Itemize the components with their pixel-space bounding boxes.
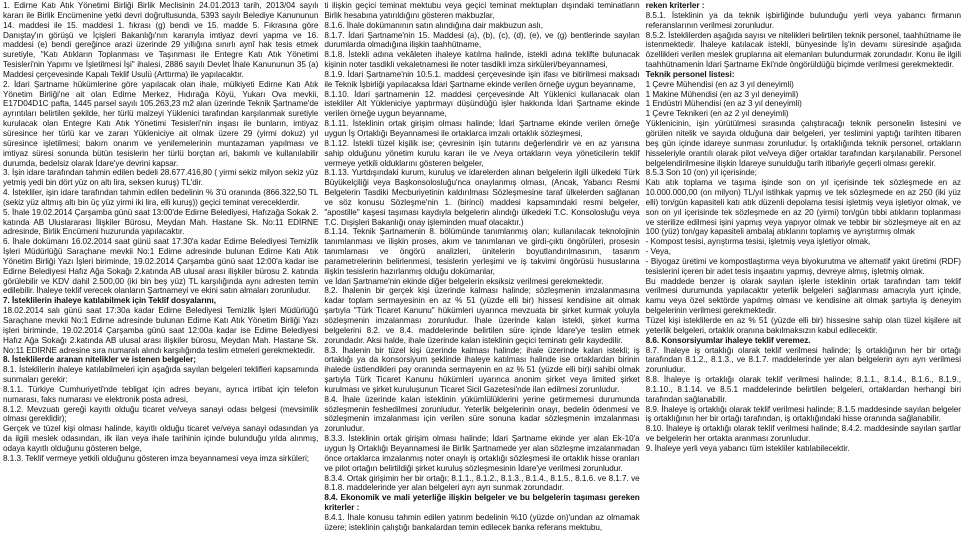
- paragraph: Gerçek ve tüzel kişi olması halinde, kayıtlı olduğu ticaret ve/veya sanayi odasından ya da ilgili meslek odasından, ilk ilan veya ihale tarihinin içinde bulunduğu yılda alınmış, odaya kayıtlı olduğunu gösteren belge,: [3, 424, 319, 453]
- paragraph: 8.1.9. İdari Şartname'nin 10.5.1. maddesi çerçevesinde işin ifası ve bitirilmesi maksadı ile Teknik İşbirliği yapılacaksa İdari Şartname ekinde verilen örneğe uygun beyanname,: [324, 69, 640, 89]
- paragraph: 4. İstekliler, işin idare tarafından tahmin edilen bedelinin % 3'ü oranında (866.322,50 TL (sekiz yüz altmış altı bin üç yüz yirmi iki lira, elli kuruş)) geçici teminat vereceklerdir.: [3, 188, 319, 207]
- paragraph: 8.4.1. İhale konusu tahmin edilen yatırım bedelinin %10 (yüzde on)'undan az olmamak üzere; isteklinin çalıştığı bankalardan temin edilecek banka referans mektubu,: [324, 512, 640, 532]
- section-heading: 7. İsteklilerin ihaleye katılabilmek için Teklif dosyalarını,: [3, 296, 216, 306]
- paragraph: 8.4. İhale üzerinde kalan isteklinin yükümlülüklerini yerine getirmemesi durumunda sözleşmenin feshedilmesi zorunludur. Yeterlik belgelerinin onayı, bedelin ödenmesi ve sözleşmenin imzalanması için verilen süre sonuna kadar sözleşmenin imzalanması zorunludur.: [324, 394, 640, 434]
- paragraph: 18.02.2014 salı günü saat 17:30a kadar Edirne Belediyesi Temizlik İşleri Müdürlüğü Saraçhane mevkii No:1 Edirne adresinde bulunan Edirne Katı Atık Yönetim Birliği Yazı işleri biriminde, 19.02.2014 Çarşamba günü saat 12:00a kadar ise Edirne Belediyesi Hafız Ağa Sokağı 2.katında AB ulusal arası ilişkiler bürosu, Meydan Mah. Hastane Sk. No:11 EDİRNE adresine sıra numaralı alındı karşılığında teslim etmeleri gerekmektedir.: [3, 306, 319, 355]
- text-column-1: [3, 1, 318, 503]
- paragraph: 8.10. İhaleye iş ortaklığı olarak teklif verilmesi halinde; 8.4.2. maddesinde sayılan şartlar ve belgelerin her ortakta aranması zorunludur.: [645, 424, 961, 444]
- paragraph: 8.3.4. Ortak girişimin her bir ortağı; 8.1.1., 8.1.2., 8.1.3., 8.1.4., 8.1.5., 8.1.6. ve 8.1.7. ve 8.1.8. maddelerinde yer alan belgeleri ayrı ayrı sunmak zorundadır.: [324, 473, 640, 493]
- paragraph: 8.3. İhalenin bir tüzel kişi üzerinde kalması halinde; ihale üzerinde kalan istekli; iş ortaklığı ya da konsorsiyum şeklinde ihaleye katılması halinde ise ortaklardan birinin ihalede üstlendikleri pay oranında sermayenin en az % 51 (yüzde elli bir)i sahibi olmak şartıyla Türk Ticaret Kanunu hükümleri uyarınca anonim şirket veya limited şirket kurulması ve şirket kuruluşunun Ticaret Sicil Gazetesi'nde ilan edilmesi zorunludur.: [324, 345, 640, 394]
- paragraph: 8.7. İhaleye iş ortaklığı olarak teklif verilmesi halinde; İş ortaklığının her bir ortağı tarafından 8.1.2., 8.1.3., ve 8.1.7. maddelerinde yer alan belgelerin ayrı ayrı verilmesi zorunludur.: [645, 345, 961, 375]
- section-heading: Teknik personel listesi:: [645, 69, 735, 79]
- paragraph: 8.1.8. İstekli adına vekâleten ihaleye katılma halinde, istekli adına teklifte bulunacak kişinin noter tasdikli vekaletnamesi ile noter tasdikli imza sirküleri/beyannamesi,: [324, 50, 640, 70]
- paragraph: 1 Çevre Teknikeri (en az 2 yıl deneyimli): [645, 109, 789, 119]
- section-heading: 8. İsteklilerde aranan nitelikler ve istenen belgeler;: [3, 355, 196, 365]
- paragraph: 2. İdari Şartname hükümlerine göre yapılacak olan ihale, mülkiyeti Edirne Katı Atık Yönetim Birliği'ne ait olan Edirne Merkez, Hıdırağa Köyü, Yukarı Ova mevkii, E17D04D1C pafta, 1445 parsel sayılı 105.263,23 m2 alan üzerinde Teknik Şartname'de ayrıntıları belirtilen şekilde, her türlü malzeyi Yüklenici tarafından karşılanmak suretiyle kurulacak olan Entegre Katı Atık Yönetimi Tesisleri'nin inşası ile bunların, imtiyaz süresince her türlü kar ve zararı Yükleniciye ait olmak üzere 29 (yirmi dokuz) yıl süresince işletilmesi; bakım onarım ve yenilemelerinin muntazaman yapılması ve imtiyaz süresi sonunda bütün tesislerin her türlü borçtan ari, bakımlı ve kullanılabilir durumda, bedelsiz olarak İdare'ye devrini kapsar.: [3, 79, 319, 168]
- paragraph: 8.5.3 Son 10 (on) yıl içerisinde;: [645, 168, 757, 178]
- paragraph: 8.1.1. Türkiye Cumhuriyeti'nde tebligat için adres beyanı, ayrıca irtibat için telefon numarası, faks numarası ve elektronik posta adresi,: [3, 384, 319, 404]
- paragraph: 8.1. İsteklilerin ihaleye katılabilmeleri için aşağıda sayılan belgeleri teklifleri kapsamında sunmaları gerekir:: [3, 365, 319, 385]
- paragraph: 6. İhale dokümanı 16.02.2014 saat günü saat 17:30'a kadar Edirne Belediyesi Temizlik İşleri Müdürlüğü Saraçhane mevkii No:1 Edirne adresinde bulunan Edirne Katı Atık Yönetim Birliği Yazı İşleri biriminde, 19.02.2014 Çarşamba günü saat 12:00'a kadar ise Edirne Belediyesi Hafız Ağa Sokağı 2.katında AB ulusal arası ilişkiler bürosu 2. katında görülebilir ve KDV dahil 2.500,00 (iki bin beş yüz) TL karşılığında aynı adresten temin edilebilir. İhaleye teklif verecek olanların Şartnameyi ve ekini satın almaları zorunludur.: [3, 237, 319, 296]
- section-heading: 8.4. Ekonomik ve mali yeterliğe ilişkin belgeler ve bu belgelerin taşıması gereken kriterler :: [324, 493, 640, 513]
- paragraph: 8.1.14. Teknik Şartnamenin 8. bölümünde tanımlanmış olan; kullanılacak teknolojinin tanımlanması ve ilişkin proses, akım ve tanımlanan ve girdi-çıktı öngörüleri, prosesin tanımlaması ve öngörü analizleri, ünitelerin boyutlandırılmasının, tasarım parametrelerinin belirlenmesi, tesislerin yerleşimi ve iş takvimi öngörüsü hususlarına ilişkin tesislerin hazırlanmış olduğu dokümanlar,: [324, 227, 640, 276]
- section-heading: reken kriterler :: [645, 1, 705, 10]
- paragraph: 5. İhale 19.02.2014 Çarşamba günü saat 13:00'de Edirne Belediyesi, Hafızağa Sokak 2. katında AB Uluslararası İlişkiler Bürosu, Meydan Mah. Hastane Sk. No:11 EDİRNE adresinde, Birlik Encümeni huzurunda yapılacaktır.: [3, 207, 319, 237]
- paragraph: Tüzel kişi isteklilerde en az % 51 (yüzde elli bir) hissesine sahip olan tüzel kişilere ait yeterlik belgeleri, ortaklık oranına bakılmaksızın kabul edilecektir.: [645, 316, 961, 335]
- paragraph: 1 Çevre Mühendisi (en az 3 yıl deneyimli): [645, 79, 794, 89]
- paragraph: ve İdari Şartname'nin ekinde diğer belgelerin eksiksiz verilmesi gerekmektedir.: [324, 276, 604, 286]
- paragraph: - Veya,: [645, 247, 671, 257]
- paragraph: 3. İşin idare tarafından tahmin edilen bedeli 28.677.416,80 ( yirmi sekiz milyon sekiz yüz yetmiş yedi bin dört yüz on altı lira, seksen kuruş) TL'dir.: [3, 168, 319, 188]
- paragraph: 1. Edirne Katı Atık Yönetimi Birliği Birlik Meclisinin 24.01.2013 tarih, 2013/04 sayılı kararı ile Birlik Encümenine yetki devri doğrultusunda, 5393 sayılı Belediye Kanununun 14. maddesi ile 15. maddesi 1. fıkrası (g) bendi ve 15. madde 5. Fıkrasına göre Danıştay'ın görüşü ve İçişleri Bakanlığı'nın kararıyla imtiyaz devri yapma ve 16. maddesi (e) bendi gereğince arazi üzerinde 29 yıllığına sınırlı aynî hak tesis etmek suretiyle, "Katı Atıkların Toplanması ve Taşınması ile Entegre Katı Atık Yönetimi Tesisleri'nin Yapımı ve İşletilmesi İşi" ihalesi, 2886 sayılı Devlet İhale Kanununun 35 (a) Maddesi çerçevesinde Kapalı Teklif Usulü (Arttırma) ile yapılacaktır.: [3, 1, 319, 79]
- paragraph: Katı atık toplama ve taşıma işinde son on yıl içerisinde tek sözleşmede en az 10.000.000,00 (on milyon) TL/yıl istihkak yapmış ve tek sözleşmede en az 250 (iki yüz elli) ton/gün kapasiteli katı atık düzenli depolama tesisi işletmiş veya işletiyor olmak, ve son on yıl içerisinde tek sözleşmede en az 20 (yirmi) ton/gün tıbbi atıkların toplanması ve sterilize edilmesi işini yapmış veya yapıyor olmak ve tebbir bir sözleşmeye ait en az 100 (yüz) ton/gay kapasiteli ambalaj atıklarını toplamış ve ayrıştırmış olmak: [645, 178, 961, 237]
- paragraph: 8.3.3. İsteklinin ortak girişim olması halinde; İdari Şartname ekinde yer alan Ek-10'a uygun İş Ortaklığı Beyannamesi ile Birlik Şartnamede yer alan sözleşme imzalanmadan önce ortaklarca imzalanmış noter onaylı iş ortaklığı sözleşmesi ile ortaklık hisse oranları ve pilot ortağın belirtildiği şirket kuruluş sözleşmesinin İdare'ye verilmesi zorunludur.: [324, 434, 640, 473]
- paragraph: 8.1.13. Yurtdışındaki kurum, kuruluş ve idarelerden alınan belgelerin ilgili ülkedeki Türk Büyükelçiliği veya Başkonsolosluğu'nca onaylanmış olması, (Ancak, Yabancı Resmi Belgelerin Tasdiki Mecburiyetinin kaldırılması Sözleşmesine taraf ülkelerden sağlanan ve söz konusu Sözleşme'nin 1. (birinci) maddesi kapsamındaki resmi belgeler, "apostille" kaşesi taşıması kaydıyla belgelerin alındığı ülkedeki T.C. Konsolosluğu veya T.C. Dışişleri Bakanlığı onay işleminden muaf olacaktır.): [324, 168, 640, 227]
- paragraph: 8.1.7. İdari Şartname'nin 15. Maddesi (a), (b), (c), (d), (e), ve (g) bentlerinde sayılan durumlarda olmadığına ilişkin taahhütname,: [324, 30, 640, 50]
- paragraph: 8.1.11. İsteklinin ortak girişim olması halinde; İdari Şartname ekinde verilen örneğe uygun İş Ortaklığı Beyannamesi ile ortaklarca imzalı ortaklık sözleşmesi,: [324, 119, 640, 138]
- paragraph: 8.1.2. Mevzuatı gereği kayıtlı olduğu ticaret ve/veya sanayi odası belgesi (mevsimlik olması gereklidir);: [3, 404, 319, 424]
- paragraph: 1 Endüstri Mühendisi (en az 3 yıl deneyimli): [645, 99, 802, 109]
- paragraph: 8.5.2. İsteklilerden aşağıda sayısı ve nitelikleri belirtilen teknik personel, taahhütname ile istenmektedir. İhaleye katılacak istekli, bünyesinde İş'in devamı süresinde aşağıda özellikleri verilen meslek gruplarına ait elemanları bulundurmak zorundadır. Konu ile ilgili taahhütnamenin İdari Şartname Eki'nde öngörüldüğü biçimde verilmesi gerekmektedir.: [645, 30, 961, 70]
- paragraph: ti ilişkin geçici teminat mektubu veya geçici teminat mektupları dışındaki teminatların Birlik hesabına yatırıldığını gösteren makbuzlar,: [324, 1, 640, 20]
- paragraph: 9. İhaleye yerli veya yabancı tüm istekliler katılabilecektir.: [645, 443, 850, 453]
- paragraph: 8.1.6. İhale dokümanının satın alındığına dair makbuzun aslı,: [324, 20, 543, 30]
- text-column-3: [646, 1, 961, 503]
- paragraph: 8.1.12. İstekli tüzel kişilik ise; çevresinin işin tutarını değerlendirir ve en az yarısına sahip olduğunu yönetim kurulu kararı ile ve /veya ortakların veya yöneticilerin teklif vermeye yetkili olduklarını gösteren belgeler,: [324, 138, 640, 168]
- paragraph: 8.8. İhaleye iş ortaklığı olarak teklif verilmesi halinde; 8.1.1., 8.1.4., 8.1.6., 8.1.9., 8.1.10., 8.1.14. ve 8.5.1 maddelerinde belirtilen belgeleri, ortaklardan herhangi biri tarafından sağlanabilir.: [645, 375, 961, 404]
- paragraph: 1 Makine Mühendisi (en az 3 yıl deneyimli): [645, 89, 799, 99]
- paragraph: 8.5.1. İsteklinin ya da teknik işbirliğinde bulunduğu yerli veya yabancı firmanın referanslarının verilmesi zorunludur.: [645, 10, 961, 30]
- paragraph: 8.2. İhalenin bir gerçek kişi üzerinde kalması halinde; sözleşmenin imzalanmasına kadar toplam sermayesinin en az % 51 (yüzde elli bir) hissesi kendisine ait olmak şartıyla "Türk Ticaret Kanunu" hükümleri uyarınca mevzuata bir şirket kurmak yoluyla sözleşmenin imzalanması zorunludur. İhale üzerinde kalan istekli, şirket kurma belgelerini 8.2. ve 8.4. maddelerinde belirtilen süre içinde İdare'ye teslim etmek zorundadır. Aksi halde, ihale üzerinde kalan isteklinin geçici teminatı gelir kaydedilir.: [324, 286, 640, 345]
- section-heading: 8.6. Konsorsiyumlar ihaleye teklif veremez.: [645, 335, 811, 345]
- paragraph: - Kompost tesisi, ayrıştırma tesisi, işletmiş veya işletiyor olmak,: [645, 237, 871, 247]
- paragraph: 8.1.10. İdari şartnamenin 12. maddesi çerçevesinde Alt Yüklenici kullanacak olan istekliler Alt Yükleniciye yaptırmayı düşündüğü işler hakkında İdari Şartname ekinde verilen örneğe uygun beyanname,: [324, 89, 640, 119]
- paragraph: - Biyogaz üretimi ve kompostlaştırma veya biyokurutma ve alternatif yakıt üretimi (RDF) tesislerini içeren bir adet tesis inşaatını yapmış, devreye almış, işletmiş olmak.: [645, 256, 961, 276]
- paragraph: Yüklenicinin, işin yürütülmesi sırasında çalıştıracağı teknik personelin listesini ve görülen nitelik ve sayıda olduğuna dair belgeleri, yer teslimini yaptığı tarihten itibaren beş gün içinde idareye sunması zorunludur. İş ortaklığında teknik personel, ortakların hisseleriyle orantılı olarak pilot ve/veya diğer ortaklar tarafından karşılanabilir. Personel belgelendirilmesine ilişkin İdareye sunulduğu tarih itibariyle geçerli olması gerekir.: [645, 119, 961, 168]
- paragraph: 8.9. İhaleye iş ortaklığı olarak teklif verilmesi halinde; 8.1.5 maddesinde sayılan belgeler iş ortaklığının her bir ortağı tarafından, iş ortaklığındaki hisse oranında sağlanabilir.: [645, 404, 961, 424]
- paragraph: 8.1.3. Teklif vermeye yetkili olduğunu gösteren imza beyannamesi veya imza sirküleri;: [3, 453, 309, 463]
- text-column-2: [324, 1, 640, 532]
- paragraph: Bu maddede benzer iş olarak sayılan işlerle isteklinin ortak tarafından tam teklif verilmesi durumunda yapılacaktır yeterlik belgeleri sağlanması amacıyla yurt içinde, kamu veya özel sektörde yapılmış olması ve kendisine ait olmak şartıyla iş deneyim belgelerinin verilmesi gerekmektedir.: [645, 276, 961, 316]
